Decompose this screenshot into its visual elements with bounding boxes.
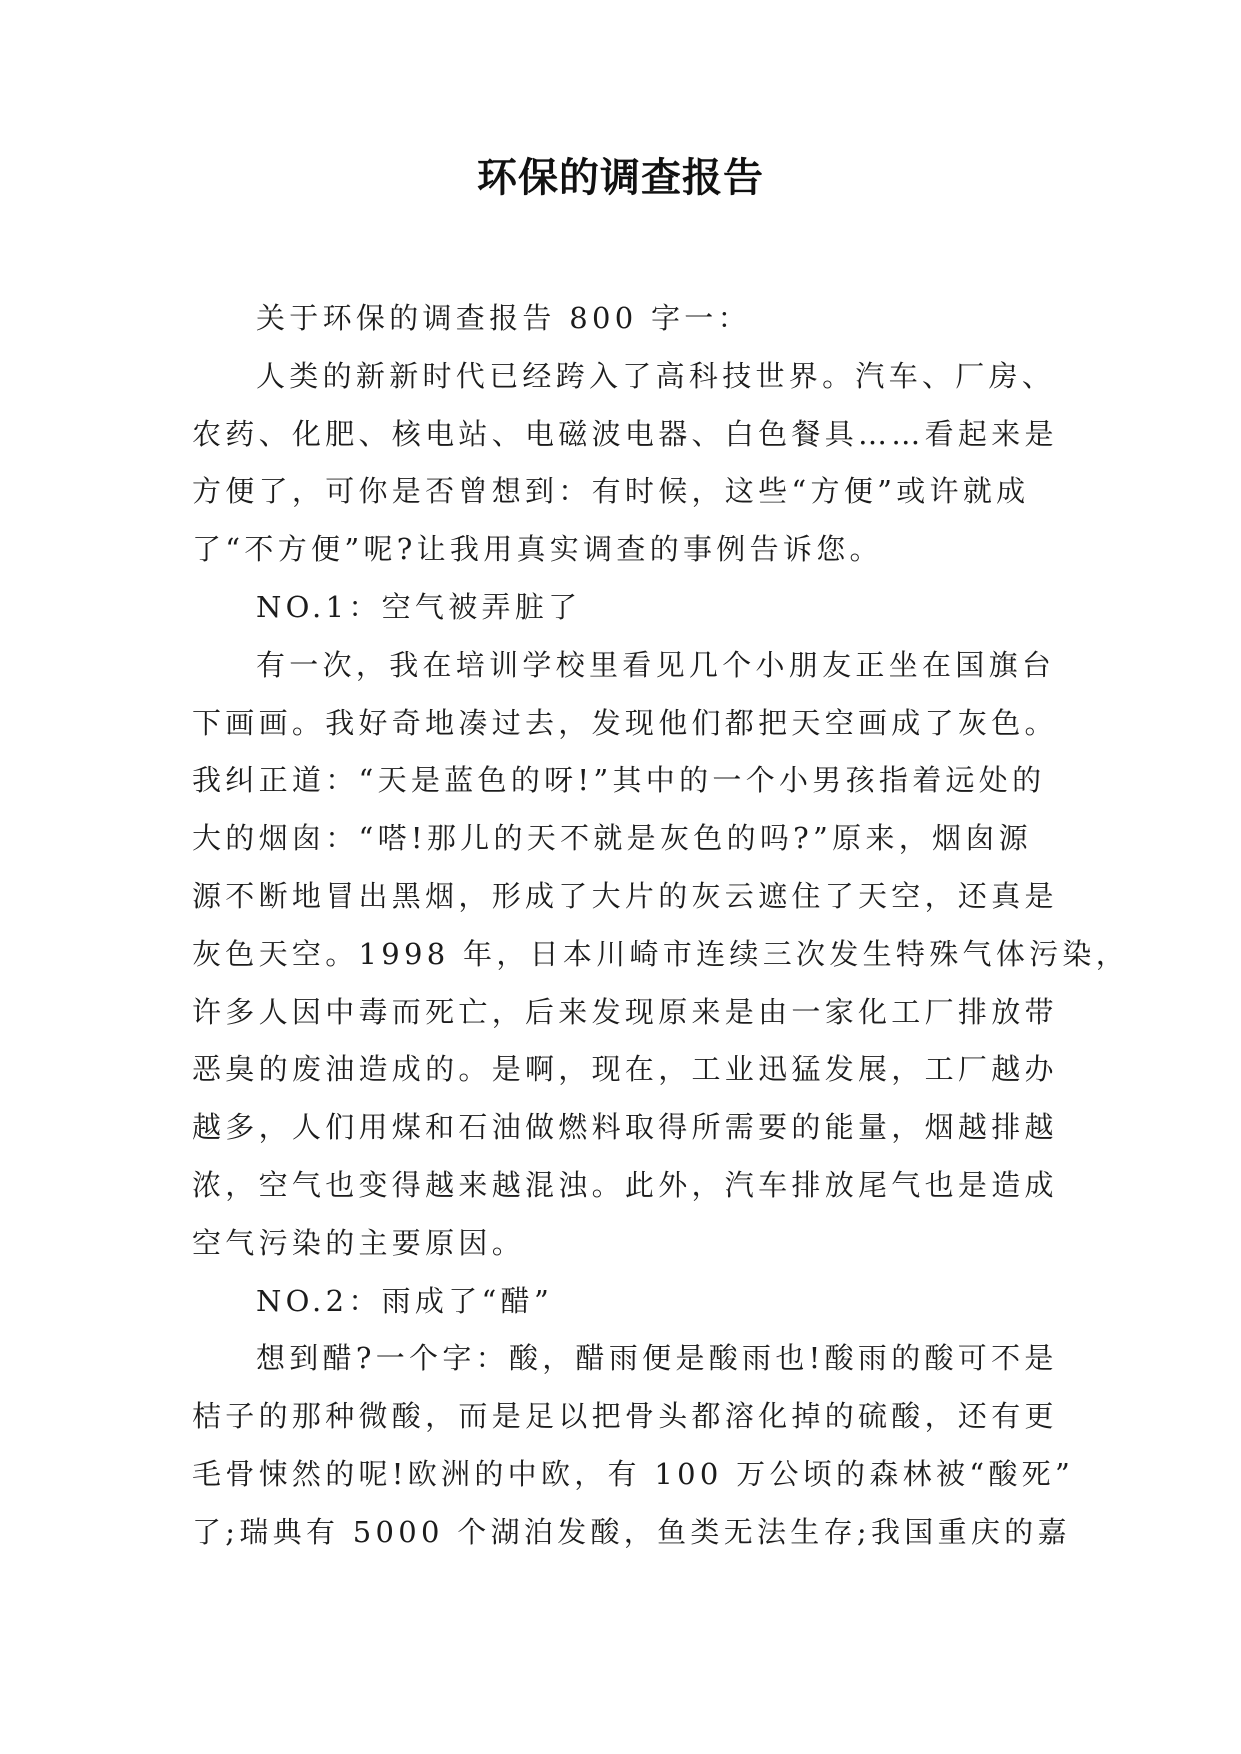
text-line: 了;瑞典有 5000 个湖泊发酸，鱼类无法生存;我国重庆的嘉 bbox=[192, 1514, 1071, 1549]
text-line: 空气污染的主要原因。 bbox=[192, 1225, 526, 1260]
text-line: 源不断地冒出黑烟，形成了大片的灰云遮住了天空，还真是 bbox=[192, 878, 1058, 913]
text-line: 下画画。我好奇地凑过去，发现他们都把天空画成了灰色。 bbox=[192, 705, 1058, 740]
text-line: 人类的新新时代已经跨入了高科技世界。汽车、厂房、 bbox=[256, 358, 1056, 393]
text-line: 越多，人们用煤和石油做燃料取得所需要的能量，烟越排越 bbox=[192, 1110, 1058, 1145]
text-line: 想到醋?一个字：酸，醋雨便是酸雨也!酸雨的酸可不是 bbox=[256, 1341, 1058, 1376]
text-line: 我纠正道：“天是蓝色的呀!”其中的一个小男孩指着远处的 bbox=[192, 763, 1046, 798]
text-line: 灰色天空。1998 年，日本川崎市连续三次发生特殊气体污染， bbox=[192, 936, 1130, 971]
text-line: 有一次，我在培训学校里看见几个小朋友正坐在国旗台 bbox=[256, 647, 1056, 682]
document-body bbox=[192, 290, 1130, 1562]
text-line: 农药、化肥、核电站、电磁波电器、白色餐具……看起来是 bbox=[192, 416, 1058, 451]
text-line: 大的烟囱：“嗒!那儿的天不就是灰色的吗?”原来，烟囱源 bbox=[192, 821, 1032, 856]
document-title: 环保的调查报告 bbox=[477, 155, 764, 201]
text-line: 桔子的那种微酸，而是足以把骨头都溶化掉的硫酸，还有更 bbox=[192, 1399, 1058, 1434]
text-line: 关于环保的调查报告 800 字一： bbox=[256, 301, 751, 335]
text-line: NO.1：空气被弄脏了 bbox=[256, 589, 582, 624]
text-line: 毛骨悚然的呢!欧洲的中欧，有 100 万公顷的森林被“酸死” bbox=[192, 1456, 1075, 1491]
text-line: NO.2：雨成了“醋” bbox=[256, 1283, 554, 1318]
text-line: 方便了，可你是否曾想到：有时候，这些“方便”或许就成 bbox=[192, 474, 1030, 509]
text-line: 了“不方便”呢?让我用真实调查的事例告诉您。 bbox=[192, 532, 883, 567]
text-line: 许多人因中毒而死亡，后来发现原来是由一家化工厂排放带 bbox=[192, 994, 1058, 1029]
text-line: 浓，空气也变得越来越混浊。此外，汽车排放尾气也是造成 bbox=[192, 1167, 1058, 1202]
text-line: 恶臭的废油造成的。是啊，现在，工业迅猛发展，工厂越办 bbox=[192, 1052, 1058, 1087]
